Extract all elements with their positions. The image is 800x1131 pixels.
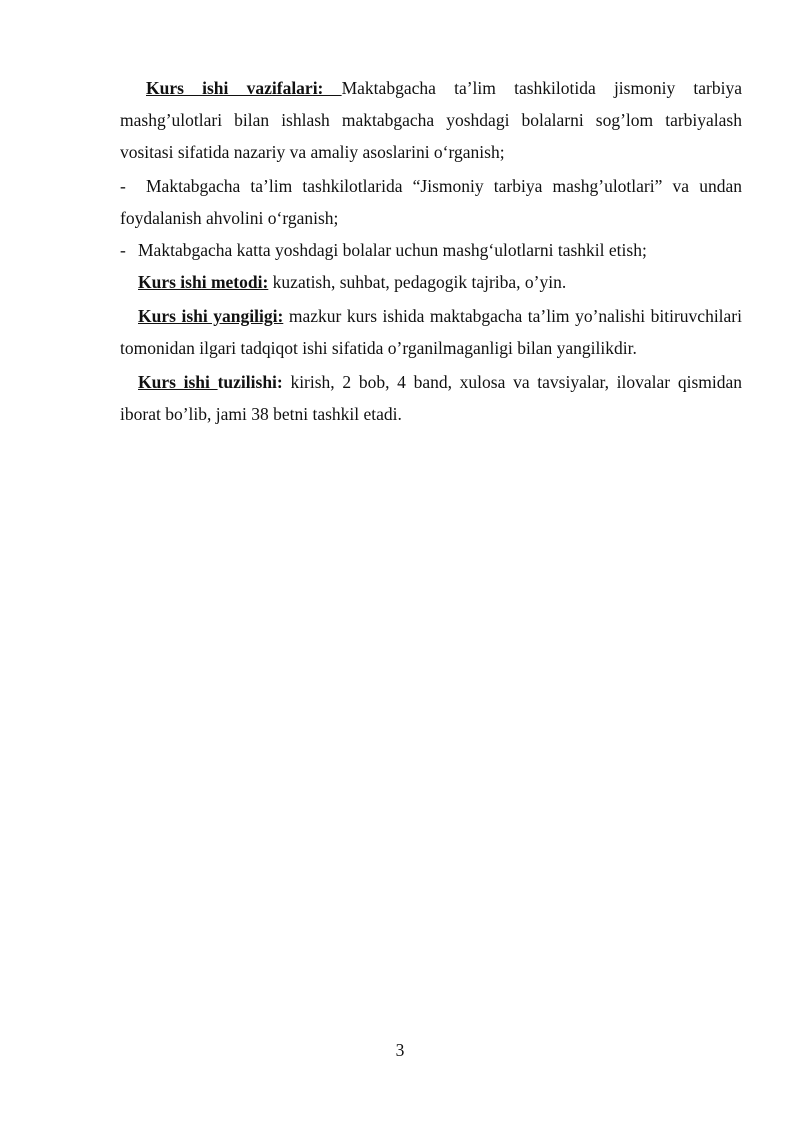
list-item-text: Maktabgacha katta yoshdagi bolalar uchun mashg‘ulotlarni tashkil etish; — [138, 240, 647, 260]
method-label: Kurs ishi metodi: — [138, 272, 269, 292]
list-item — [120, 234, 742, 266]
tasks-paragraph — [120, 72, 742, 168]
page-number: 3 — [395, 1040, 405, 1060]
list-item — [120, 170, 742, 234]
tasks-text: Maktabgacha ta’lim tashkilotida jismoniy tarbiya mashg’ulotlari bilan ishlash maktabgacha yoshdagi bolalarni sog’lom tarbiyalash vositasi sifatida nazariy va amaliy asoslarini o‘rganish; — [120, 78, 743, 162]
document-page — [120, 72, 742, 432]
tasks-label: Kurs ishi vazifalari: — [146, 78, 342, 98]
structure-label-bold: tuzilishi: — [217, 372, 283, 392]
structure-paragraph — [120, 366, 742, 430]
list-item-text: Maktabgacha ta’lim tashkilotlarida “Jismoniy tarbiya mashg’ulotlari” va undan foydalanish ahvolini o‘rganish; — [120, 176, 742, 228]
method-paragraph — [120, 266, 742, 298]
method-text: kuzatish, suhbat, pedagogik tajriba, o’yin. — [268, 272, 567, 292]
list-item-marker: - — [120, 240, 126, 260]
novelty-text: mazkur kurs ishida maktabgacha ta’lim yo’nalishi bitiruvchilari tomonidan ilgari tadqiqot ishi sifatida o’rganilmaganligi bilan yangilikdir. — [120, 306, 742, 358]
structure-label-underlined: Kurs ishi — [138, 372, 218, 392]
structure-text: kirish, 2 bob, 4 band, xulosa va tavsiyalar, ilovalar qismidan iborat bo’lib, jami 38 betni tashkil etadi. — [120, 372, 742, 424]
list-item-marker: - — [120, 176, 126, 196]
novelty-label: Kurs ishi yangiligi: — [138, 306, 284, 326]
novelty-paragraph — [120, 300, 742, 364]
